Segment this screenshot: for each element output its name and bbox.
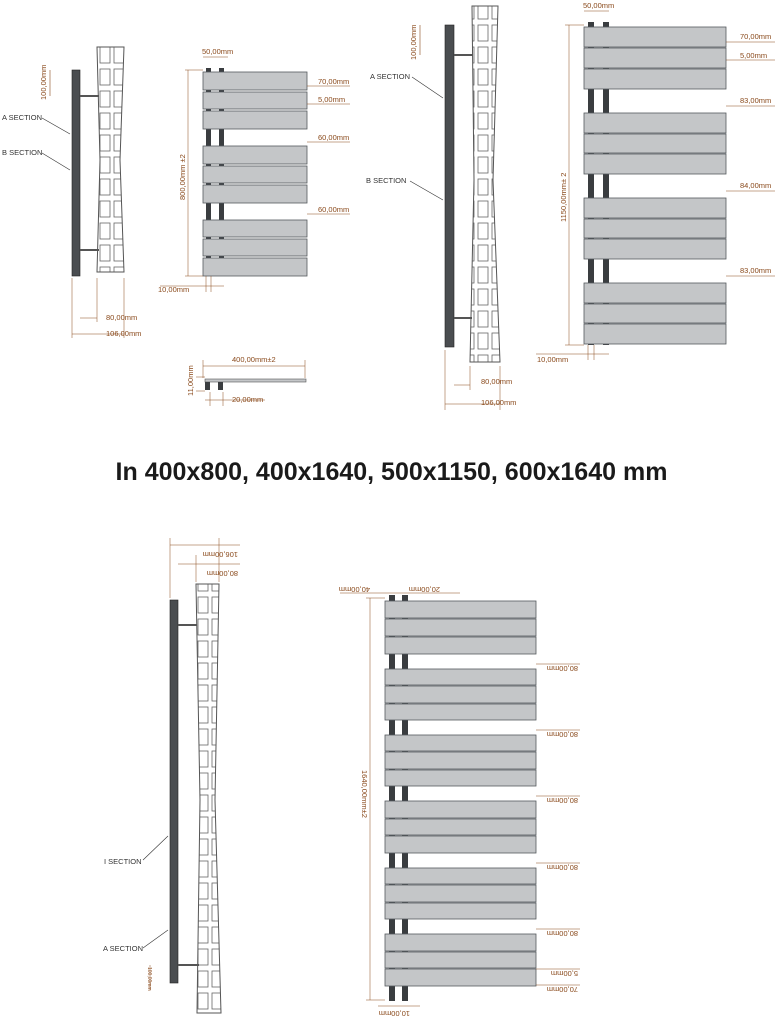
dim-gap-2-large: 80,00mm (546, 730, 578, 739)
dim-bottom-medium: 10,00mm (537, 355, 569, 364)
dim-top-width-small: 50,00mm (202, 47, 234, 56)
dim-height-large: 1640,00mm±2 (360, 770, 369, 818)
dim-depth-outer-medium: 106,00mm (481, 398, 517, 407)
dim-gap-2-small: 60,00mm (318, 205, 350, 214)
dim-gap-1-small: 60,00mm (318, 133, 350, 142)
dim-gap-5-large: 80,00mm (546, 929, 578, 938)
dim-gap-1-medium: 83,00mm (740, 96, 772, 105)
dim-bottom-large: 10,00mm (378, 1009, 410, 1018)
dim-bar-gap-large: 5,00mm (550, 969, 578, 978)
side-view-medium (366, 6, 516, 410)
side-view-large (103, 538, 240, 1013)
dim-bar-height-medium: 70,00mm (740, 32, 772, 41)
dim-gap-3-medium: 83,00mm (740, 266, 772, 275)
dim-wall-offset-small: 100,00mm (39, 64, 48, 100)
section-i-label-large: I SECTION (104, 857, 142, 866)
dim-height-medium: 1150,00mm± 2 (559, 172, 568, 222)
dim-depth-inner-large: 80,00mm (206, 569, 238, 578)
dim-wall-offset-large: 100,00mm (146, 967, 152, 991)
dim-gap-4-large: 80,00mm (546, 863, 578, 872)
dim-depth-outer-small: 106,00mm (106, 329, 142, 338)
section-b-label-small: B SECTION (2, 148, 43, 157)
dim-height-small: 800,00mm ±2 (178, 154, 187, 200)
dim-depth-inner-small: 80,00mm (106, 313, 138, 322)
dim-top-width-medium: 50,00mm (583, 1, 615, 10)
section-a-label-medium: A SECTION (370, 72, 411, 81)
size-caption: In 400x800, 400x1640, 500x1150, 600x1640 mm (115, 458, 668, 486)
dim-gap-2-medium: 84,00mm (740, 181, 772, 190)
dim-bar-gap-medium: 5,00mm (740, 51, 768, 60)
dim-top-right-large: 20,00mm (408, 585, 440, 594)
section-a-label-large: A SECTION (103, 944, 144, 953)
dim-bar-gap-small: 5,00mm (318, 95, 346, 104)
dim-top-left-large: 40,00mm (338, 585, 370, 594)
front-view-large (339, 585, 580, 1018)
dim-bar-height-small: 70,00mm (318, 77, 350, 86)
dim-gap-3-large: 80,00mm (546, 796, 578, 805)
dim-depth-outer-large: 106,00mm (202, 550, 238, 559)
front-view-medium (536, 1, 775, 364)
section-b-label-medium: B SECTION (366, 176, 407, 185)
dim-bottom-small: 10,00mm (158, 285, 190, 294)
dim-gap-1-large: 80,00mm (546, 664, 578, 673)
dim-wall-offset-medium: 100,00mm (409, 24, 418, 60)
section-a-label-small: A SECTION (2, 113, 43, 122)
dim-plan-spacing: 20,00mm (232, 395, 264, 404)
front-view-small (158, 47, 350, 294)
side-view-small (2, 47, 141, 338)
dim-plan-width: 400,00mm±2 (232, 355, 276, 364)
dim-depth-inner-medium: 80,00mm (481, 377, 513, 386)
dim-bar-height-large: 70,00mm (546, 985, 578, 994)
dim-plan-thickness: 11,00mm (186, 365, 195, 396)
plan-view-small (186, 355, 306, 406)
